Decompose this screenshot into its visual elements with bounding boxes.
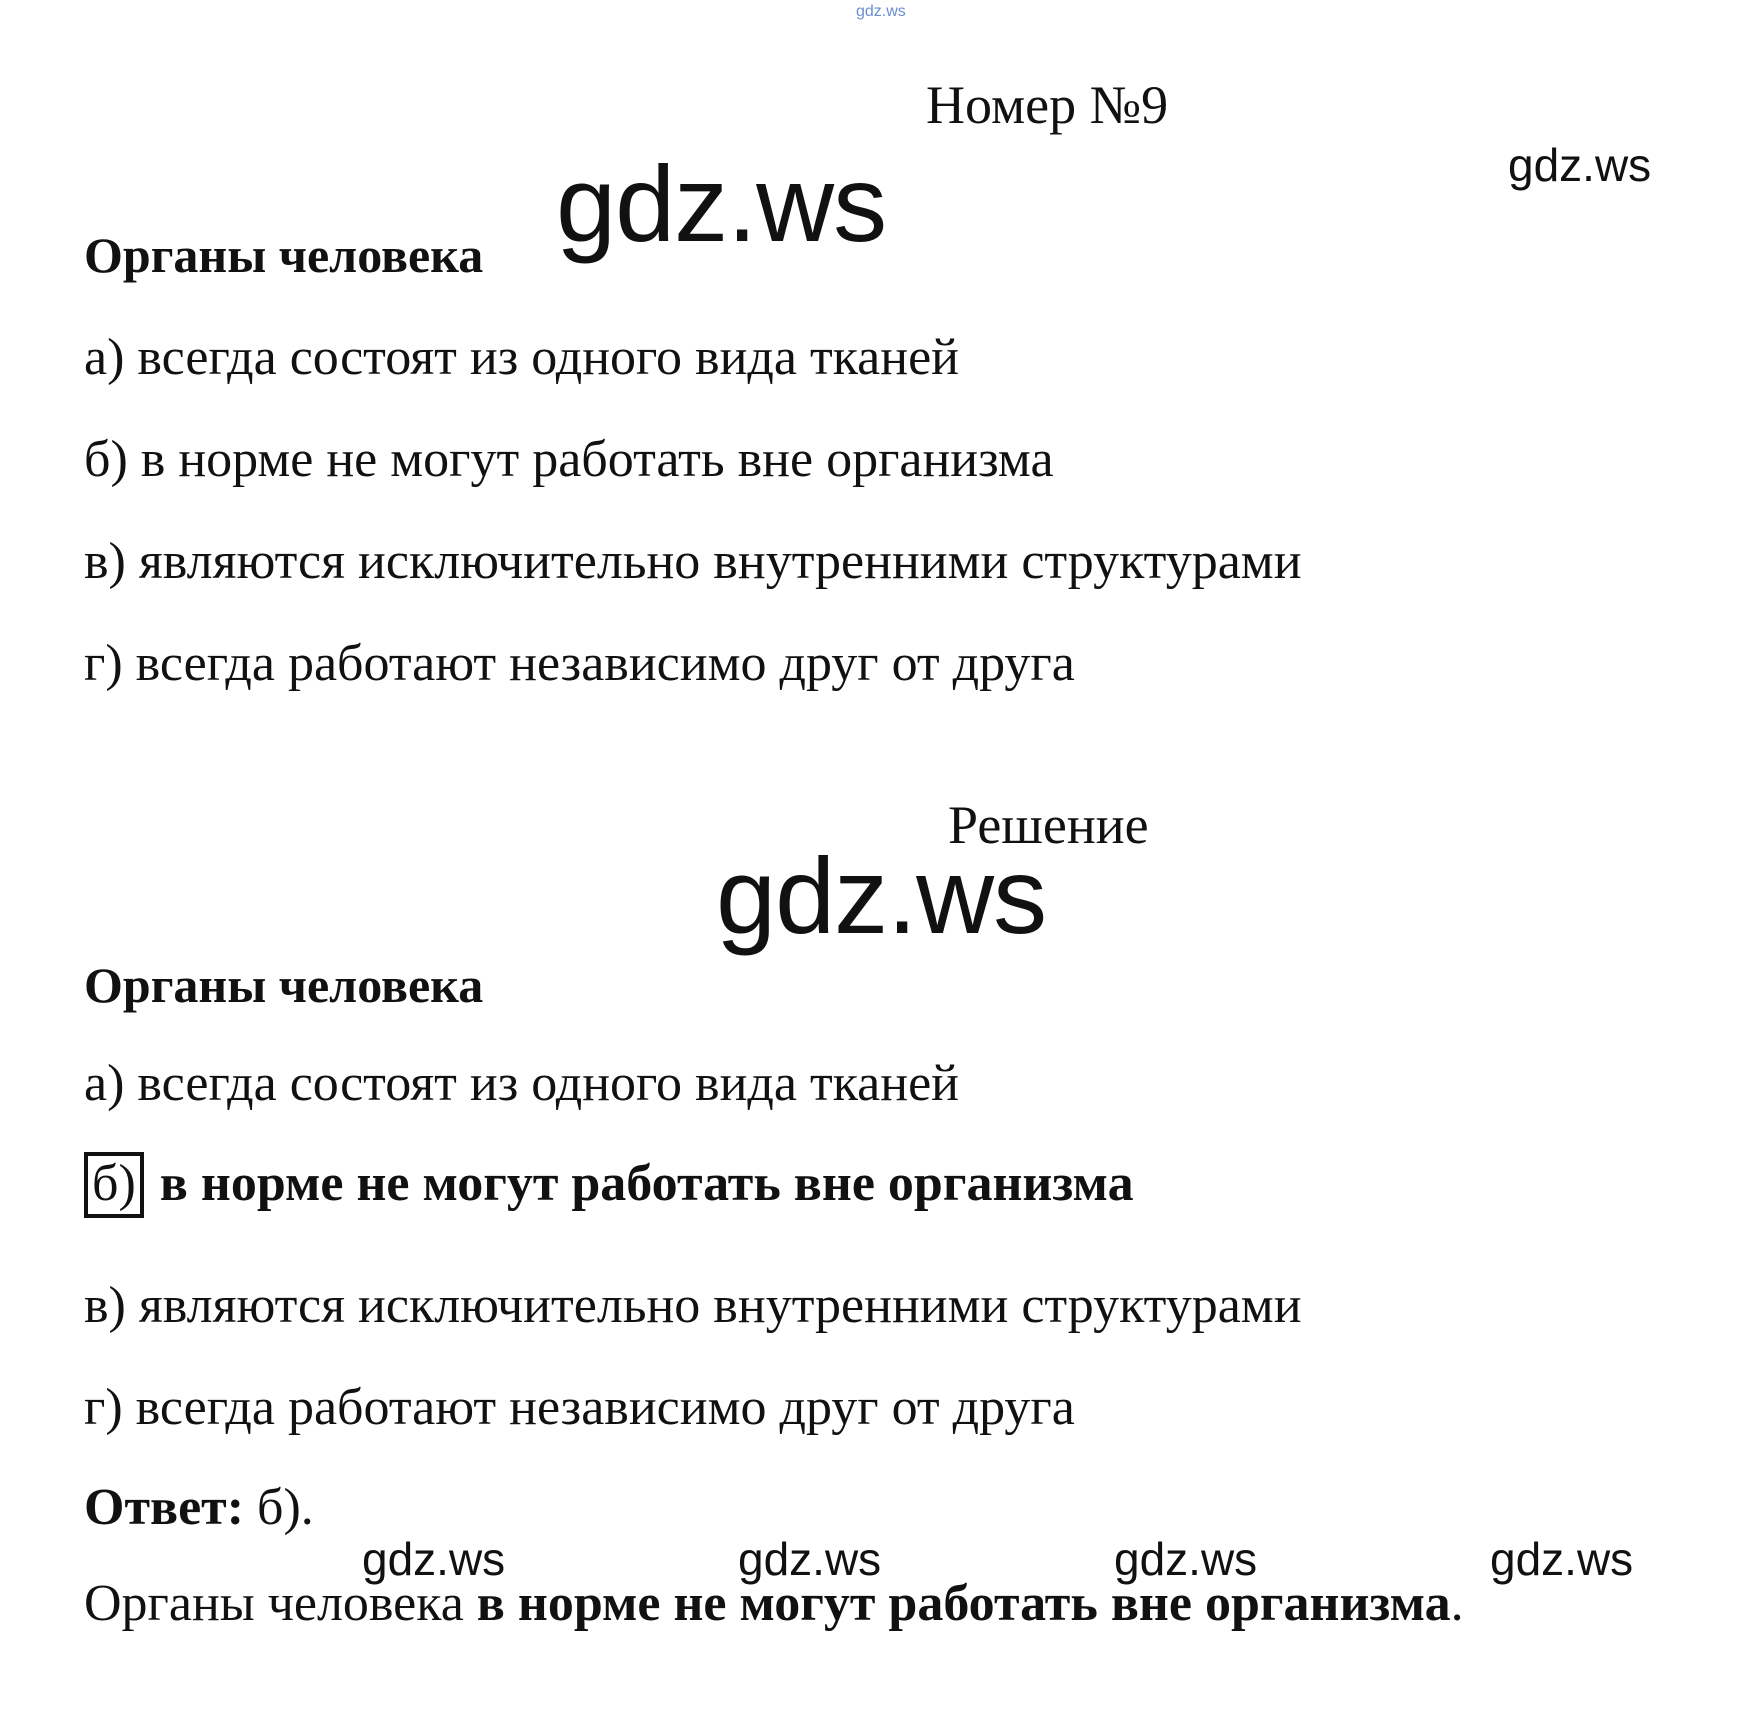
answer-line (84, 1479, 314, 1536)
watermark-bottom-3: gdz.ws (1114, 1533, 1258, 1585)
watermark-big-1: gdz.ws (556, 143, 887, 264)
solution-option-v: в) являются исключительно внутренними структурами (84, 1277, 1302, 1334)
solution-heading: Органы человека (84, 957, 484, 1013)
conclusion-end: . (1450, 1575, 1464, 1632)
conclusion-bold: в норме не могут работать вне организма (476, 1575, 1451, 1632)
solution-option-g: г) всегда работают независимо друг от друга (84, 1379, 1075, 1436)
answer-value: б). (257, 1479, 314, 1536)
answer-label: Ответ: (84, 1479, 245, 1536)
watermark-top-right: gdz.ws (1508, 139, 1652, 191)
watermark-bottom-1: gdz.ws (362, 1533, 506, 1585)
task-option-a: а) всегда состоят из одного вида тканей (84, 329, 959, 386)
task-option-b: б) в норме не могут работать вне организма (84, 431, 1054, 488)
conclusion-line (84, 1575, 1464, 1632)
watermark-big-2: gdz.ws (716, 835, 1047, 956)
task-option-v: в) являются исключительно внутренними структурами (84, 533, 1302, 590)
conclusion-start: Органы человека (84, 1575, 464, 1632)
watermark-top-tiny: gdz.ws (856, 3, 906, 20)
solution-option-b (84, 1152, 1134, 1218)
watermark-bottom-4: gdz.ws (1490, 1533, 1634, 1585)
solution-option-a: а) всегда состоят из одного вида тканей (84, 1055, 959, 1112)
task-heading: Органы человека (84, 227, 484, 283)
task-title: Номер №9 (926, 75, 1169, 135)
watermark-bottom-2: gdz.ws (738, 1533, 882, 1585)
answer-letter-box: б) (84, 1152, 144, 1218)
solution-title: Решение (948, 795, 1149, 855)
solution-option-b-text: в норме не могут работать вне организма (159, 1155, 1134, 1212)
task-option-g: г) всегда работают независимо друг от друга (84, 635, 1075, 692)
